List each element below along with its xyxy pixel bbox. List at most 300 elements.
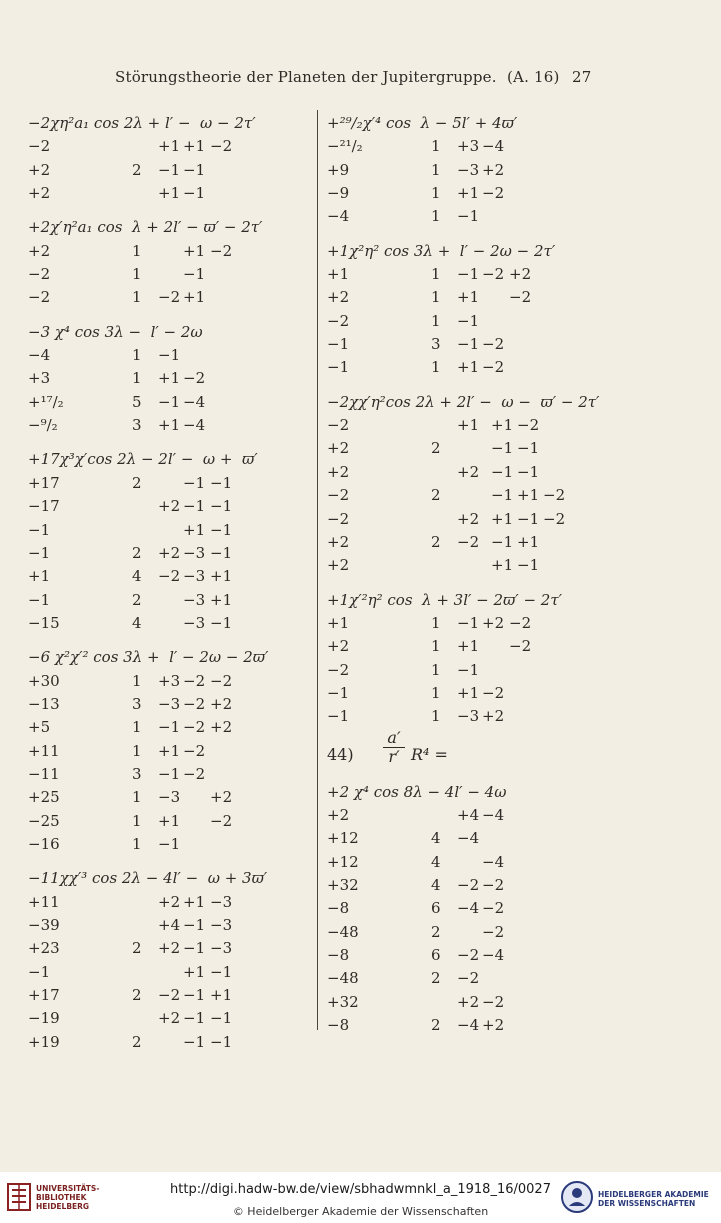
coefficient-row [28, 240, 310, 263]
coefficient-row [327, 804, 617, 827]
argument-multiplier: 3 [431, 335, 441, 354]
coefficient: +2 [327, 462, 350, 481]
coefficient: −1 [28, 520, 51, 539]
argument-multiplier: −1 [210, 497, 233, 516]
argument-multiplier: −1 [517, 439, 540, 458]
coefficient: +5 [28, 718, 51, 737]
coefficient-row [327, 484, 617, 507]
coefficient: −16 [28, 834, 60, 853]
coefficient: −2 [28, 288, 51, 307]
argument-multiplier: 6 [431, 899, 441, 918]
argument-multiplier: −1 [457, 311, 480, 330]
argument-multiplier: −1 [158, 718, 181, 737]
source-url-link[interactable]: http://digi.hadw-bw.de/view/sbhadwmnkl_a_1918_16/0027 [170, 1182, 551, 1197]
coefficient: −11 [28, 764, 60, 783]
coefficient: +2 [327, 637, 350, 656]
term-header: +2χ′η²a₁ cos λ + 2l′ − ϖ′ − 2τ′ [28, 218, 263, 237]
coefficient-row [28, 472, 310, 495]
term-header: +17χ³χ′cos 2λ − 2l′ − ω + ϖ′ [28, 450, 258, 469]
argument-multiplier: −1 [183, 160, 206, 179]
coefficient-row [28, 891, 310, 914]
argument-multiplier: −4 [457, 829, 480, 848]
argument-multiplier: +1 [457, 637, 480, 656]
coefficient-row [28, 937, 310, 960]
coefficient: +2 [327, 556, 350, 575]
argument-multiplier: 2 [132, 939, 142, 958]
argument-multiplier: +2 [158, 543, 181, 562]
coefficient: −13 [28, 694, 60, 713]
argument-multiplier: +1 [210, 590, 233, 609]
argument-multiplier: −4 [457, 899, 480, 918]
formula-44 [327, 729, 617, 781]
coefficient-row [327, 705, 617, 728]
argument-multiplier: −1 [457, 335, 480, 354]
coefficient-row [327, 827, 617, 850]
argument-multiplier: −1 [210, 613, 233, 632]
coefficient: −8 [327, 1016, 350, 1035]
coefficient-row [28, 589, 310, 612]
argument-multiplier: −4 [482, 805, 505, 824]
argument-multiplier: 2 [431, 486, 441, 505]
academy-logo-text: HEIDELBERGER AKADEMIE DER WISSENSCHAFTEN [598, 1190, 709, 1208]
coefficient: +1 [28, 567, 51, 586]
argument-multiplier: +2 [482, 613, 505, 632]
argument-multiplier: +1 [457, 416, 480, 435]
argument-multiplier: −1 [183, 497, 206, 516]
argument-multiplier: −2 [509, 288, 532, 307]
coefficient: +17 [28, 473, 60, 492]
argument-multiplier: +1 [457, 683, 480, 702]
argument-multiplier: +1 [158, 137, 181, 156]
argument-multiplier: −3 [158, 694, 181, 713]
argument-multiplier: −2 [509, 613, 532, 632]
argument-multiplier: −2 [183, 369, 206, 388]
argument-multiplier: −2 [210, 671, 233, 690]
page-number: 27 [572, 68, 592, 86]
argument-multiplier: 1 [132, 265, 142, 284]
coefficient: −1 [327, 683, 350, 702]
argument-multiplier: +1 [158, 369, 181, 388]
argument-multiplier: −2 [517, 416, 540, 435]
argument-multiplier: −2 [158, 288, 181, 307]
coefficient-row [28, 763, 310, 786]
argument-multiplier: 2 [132, 1032, 142, 1051]
argument-multiplier: 1 [132, 346, 142, 365]
argument-multiplier: 1 [132, 671, 142, 690]
argument-multiplier: −2 [482, 358, 505, 377]
argument-multiplier: −2 [543, 486, 566, 505]
argument-multiplier: 1 [431, 660, 441, 679]
coefficient-row [327, 508, 617, 531]
argument-multiplier: −1 [457, 207, 480, 226]
coefficient: −1 [28, 590, 51, 609]
argument-multiplier: −3 [210, 916, 233, 934]
argument-multiplier: +1 [491, 509, 514, 528]
coefficient-row [28, 612, 310, 635]
coefficient-row [327, 612, 617, 635]
argument-multiplier: +2 [210, 718, 233, 737]
coefficient: −4 [327, 207, 350, 226]
argument-multiplier: −1 [183, 265, 206, 284]
argument-multiplier: 1 [132, 811, 142, 830]
coefficient: +25 [28, 788, 60, 807]
argument-multiplier: +1 [183, 241, 206, 260]
coefficient-row [28, 286, 310, 309]
coefficient: −25 [28, 811, 60, 830]
coefficient-row [327, 874, 617, 897]
argument-multiplier: 1 [132, 369, 142, 388]
fraction-denominator: r′ [388, 746, 400, 766]
argument-multiplier: −1 [158, 392, 181, 411]
term-header: −3 χ⁴ cos 3λ − l′ − 2ω [28, 322, 203, 341]
argument-multiplier: +2 [509, 265, 532, 284]
argument-multiplier: −4 [457, 1016, 480, 1035]
argument-multiplier: +1 [517, 532, 540, 551]
coefficient-row [327, 310, 617, 333]
coefficient: +12 [327, 829, 359, 848]
argument-multiplier: −1 [210, 962, 233, 981]
argument-multiplier: +1 [491, 416, 514, 435]
argument-multiplier: 4 [132, 613, 142, 632]
coefficient: +2 [28, 160, 51, 179]
argument-multiplier: −1 [457, 660, 480, 679]
coefficient-row [28, 344, 310, 367]
argument-multiplier: 2 [132, 473, 142, 492]
argument-multiplier: −2 [457, 875, 480, 894]
coefficient-row [28, 414, 310, 437]
coefficient: +11 [28, 741, 60, 760]
argument-multiplier: 4 [431, 829, 441, 848]
argument-multiplier: −2 [210, 241, 233, 260]
fraction [383, 729, 405, 766]
argument-multiplier: −2 [509, 637, 532, 656]
argument-multiplier: +1 [158, 416, 181, 435]
coefficient: +17 [28, 986, 60, 1005]
argument-multiplier: −2 [482, 335, 505, 354]
argument-multiplier: +1 [183, 137, 206, 156]
argument-multiplier: −2 [183, 764, 206, 783]
coefficient-row [28, 810, 310, 833]
group-gap [28, 437, 310, 448]
argument-multiplier: −1 [183, 184, 206, 203]
right-column [327, 112, 617, 1037]
coefficient: −1 [28, 962, 51, 981]
argument-multiplier: −1 [183, 1009, 206, 1028]
coefficient: −2 [327, 416, 350, 435]
coefficient-row [327, 333, 617, 356]
running-head-title: Störungstheorie der Planeten der Jupitergruppe. [115, 68, 497, 86]
coefficient: +1 [327, 265, 350, 284]
coefficient-row [327, 159, 617, 182]
copyright-text: © Heidelberger Akademie der Wissenschaften [232, 1205, 489, 1218]
coefficient: −1 [327, 335, 350, 354]
argument-multiplier: +2 [210, 694, 233, 713]
left-column [28, 112, 310, 1054]
argument-multiplier: −2 [482, 683, 505, 702]
coefficient-row [327, 263, 617, 286]
argument-multiplier: −2 [543, 509, 566, 528]
argument-multiplier: 4 [431, 852, 441, 871]
coefficient-row [28, 670, 310, 693]
coefficient: −39 [28, 916, 60, 934]
coefficient: +¹⁷/₂ [28, 392, 64, 411]
argument-multiplier: −4 [183, 416, 206, 435]
argument-multiplier: −2 [210, 137, 233, 156]
argument-multiplier: +2 [158, 1009, 181, 1028]
term-header: +2 χ⁴ cos 8λ − 4l′ − 4ω [327, 782, 507, 801]
argument-multiplier: 1 [132, 741, 142, 760]
argument-multiplier: −4 [482, 946, 505, 964]
argument-multiplier: −2 [482, 875, 505, 894]
argument-multiplier: 1 [431, 637, 441, 656]
coefficient: −8 [327, 899, 350, 918]
argument-multiplier: +1 [183, 288, 206, 307]
coefficient: +2 [327, 288, 350, 307]
argument-multiplier: −2 [183, 671, 206, 690]
argument-multiplier: +1 [517, 486, 540, 505]
argument-multiplier: +1 [183, 520, 206, 539]
argument-multiplier: 1 [431, 207, 441, 226]
argument-multiplier: 1 [132, 834, 142, 853]
argument-multiplier: 4 [132, 567, 142, 586]
coefficient: +9 [327, 160, 350, 179]
coefficient-row [28, 693, 310, 716]
argument-multiplier: −3 [457, 160, 480, 179]
coefficient-row [28, 961, 310, 984]
coefficient: −1 [327, 707, 350, 726]
argument-multiplier: −3 [183, 613, 206, 632]
argument-multiplier: +1 [457, 184, 480, 203]
argument-multiplier: 1 [132, 718, 142, 737]
argument-multiplier: 1 [132, 288, 142, 307]
coefficient-row [327, 682, 617, 705]
coefficient: +11 [28, 892, 60, 911]
term-header: +1χ²η² cos 3λ + l′ − 2ω − 2τ′ [327, 241, 556, 260]
argument-multiplier: 2 [431, 439, 441, 458]
coefficient-row [327, 851, 617, 874]
argument-multiplier: −1 [491, 462, 514, 481]
coefficient-row [28, 740, 310, 763]
coefficient-row [327, 1014, 617, 1037]
coefficient-row [28, 135, 310, 158]
coefficient-row [327, 414, 617, 437]
argument-multiplier: −3 [158, 788, 181, 807]
coefficient: +32 [327, 992, 359, 1011]
coefficient: −17 [28, 497, 60, 516]
coefficient-row [28, 1031, 310, 1054]
argument-multiplier: 3 [132, 764, 142, 783]
coefficient: −4 [28, 346, 51, 365]
argument-multiplier: +1 [183, 892, 206, 911]
argument-multiplier: +2 [482, 707, 505, 726]
argument-multiplier: −1 [158, 834, 181, 853]
argument-multiplier: −4 [482, 137, 505, 156]
argument-multiplier: −2 [158, 986, 181, 1005]
coefficient: −2 [28, 137, 51, 156]
coefficient: −²¹/₂ [327, 137, 363, 156]
coefficient: −1 [28, 543, 51, 562]
argument-multiplier: 2 [132, 543, 142, 562]
argument-multiplier: 1 [431, 184, 441, 203]
argument-multiplier: −2 [183, 718, 206, 737]
argument-multiplier: −1 [517, 509, 540, 528]
coefficient: +3 [28, 369, 51, 388]
coefficient-row [28, 391, 310, 414]
argument-multiplier: −1 [183, 1032, 206, 1051]
argument-multiplier: +2 [457, 462, 480, 481]
coefficient-row [28, 519, 310, 542]
argument-multiplier: 1 [132, 788, 142, 807]
argument-multiplier: −2 [158, 567, 181, 586]
coefficient-row [327, 286, 617, 309]
argument-multiplier: 6 [431, 946, 441, 964]
argument-multiplier: −1 [158, 346, 181, 365]
coefficient: −19 [28, 1009, 60, 1028]
coefficient-row [327, 437, 617, 460]
coefficient-row [327, 531, 617, 554]
coefficient: −48 [327, 922, 359, 941]
argument-multiplier: −4 [482, 852, 505, 871]
coefficient: −2 [327, 311, 350, 330]
argument-multiplier: −3 [210, 892, 233, 911]
coefficient-row [327, 897, 617, 920]
coefficient: −2 [327, 486, 350, 505]
coefficient-row [28, 263, 310, 286]
argument-multiplier: 3 [132, 694, 142, 713]
coefficient: +32 [327, 875, 359, 894]
argument-multiplier: −3 [183, 590, 206, 609]
argument-multiplier: +2 [482, 160, 505, 179]
argument-multiplier: −2 [457, 946, 480, 964]
argument-multiplier: +3 [158, 671, 181, 690]
formula-number: 44) [327, 744, 354, 764]
argument-multiplier: −1 [457, 613, 480, 632]
coefficient: +2 [327, 532, 350, 551]
argument-multiplier: −1 [183, 986, 206, 1005]
academy-seal-icon [560, 1178, 594, 1216]
coefficient: −48 [327, 969, 359, 988]
argument-multiplier: +2 [158, 497, 181, 516]
argument-multiplier: 2 [431, 922, 441, 941]
argument-multiplier: −1 [210, 543, 233, 562]
coefficient-row [28, 367, 310, 390]
argument-multiplier: −1 [491, 439, 514, 458]
coefficient-row [28, 542, 310, 565]
coefficient: +23 [28, 939, 60, 958]
coefficient-row [28, 833, 310, 856]
argument-multiplier: 2 [132, 590, 142, 609]
group-gap [28, 635, 310, 646]
coefficient-row [327, 182, 617, 205]
argument-multiplier: −2 [482, 922, 505, 941]
argument-multiplier: −1 [457, 265, 480, 284]
coefficient-row [327, 356, 617, 379]
argument-multiplier: +2 [457, 992, 480, 1011]
coefficient-row [28, 182, 310, 205]
argument-multiplier: +3 [457, 137, 480, 156]
group-gap [327, 380, 617, 391]
argument-multiplier: −2 [482, 184, 505, 203]
coefficient: −2 [327, 660, 350, 679]
argument-multiplier: 1 [431, 358, 441, 377]
coefficient-row [327, 205, 617, 228]
coefficient: +2 [327, 805, 350, 824]
coefficient: −2 [327, 509, 350, 528]
argument-multiplier: 2 [132, 160, 142, 179]
coefficient: −1 [327, 358, 350, 377]
argument-multiplier: −1 [183, 473, 206, 492]
coefficient-row [28, 786, 310, 809]
argument-multiplier: −2 [183, 694, 206, 713]
argument-multiplier: 4 [431, 875, 441, 894]
argument-multiplier: −4 [183, 392, 206, 411]
coefficient: +1 [327, 613, 350, 632]
coefficient: −15 [28, 613, 60, 632]
argument-multiplier: −2 [482, 992, 505, 1011]
coefficient-row [327, 991, 617, 1014]
argument-multiplier: 2 [132, 986, 142, 1005]
running-head-ref: (A. 16) [507, 68, 560, 86]
argument-multiplier: −1 [517, 462, 540, 481]
coefficient-row [327, 967, 617, 990]
coefficient-row [28, 159, 310, 182]
argument-multiplier: 2 [431, 532, 441, 551]
coefficient-row [327, 659, 617, 682]
argument-multiplier: +1 [158, 184, 181, 203]
term-header: −11χχ′³ cos 2λ − 4l′ − ω + 3ϖ′ [28, 869, 268, 888]
argument-multiplier: +2 [210, 788, 233, 807]
coefficient: +2 [28, 184, 51, 203]
argument-multiplier: 1 [431, 288, 441, 307]
coefficient-row [327, 944, 617, 967]
coefficient: +30 [28, 671, 60, 690]
group-gap [327, 578, 617, 589]
argument-multiplier: +2 [482, 1016, 505, 1035]
argument-multiplier: +1 [183, 962, 206, 981]
argument-multiplier: 1 [431, 613, 441, 632]
coefficient-row [28, 1007, 310, 1030]
argument-multiplier: −3 [210, 939, 233, 958]
argument-multiplier: −2 [482, 265, 505, 284]
argument-multiplier: 1 [431, 683, 441, 702]
academy-logo[interactable] [560, 1178, 720, 1218]
argument-multiplier: −2 [482, 899, 505, 918]
argument-multiplier: +1 [457, 288, 480, 307]
term-header: −2χχ′η²cos 2λ + 2l′ − ω − ϖ′ − 2τ′ [327, 392, 600, 411]
coefficient-row [327, 921, 617, 944]
argument-multiplier: 2 [431, 1016, 441, 1035]
coefficient-row [28, 984, 310, 1007]
argument-multiplier: +2 [457, 509, 480, 528]
argument-multiplier: 5 [132, 392, 142, 411]
argument-multiplier: +1 [491, 556, 514, 575]
argument-multiplier: 1 [431, 137, 441, 156]
argument-multiplier: −1 [183, 916, 206, 934]
argument-multiplier: +1 [210, 567, 233, 586]
coefficient: −8 [327, 946, 350, 964]
argument-multiplier: −1 [210, 1032, 233, 1051]
group-gap [28, 205, 310, 216]
argument-multiplier: −1 [210, 473, 233, 492]
group-gap [28, 856, 310, 867]
argument-multiplier: +4 [457, 805, 480, 824]
coefficient: +2 [28, 241, 51, 260]
coefficient-row [28, 716, 310, 739]
argument-multiplier: 1 [431, 707, 441, 726]
group-gap [28, 310, 310, 321]
argument-multiplier: −1 [183, 939, 206, 958]
term-header: −6 χ²χ′² cos 3λ + l′ − 2ω − 2ϖ′ [28, 648, 269, 667]
